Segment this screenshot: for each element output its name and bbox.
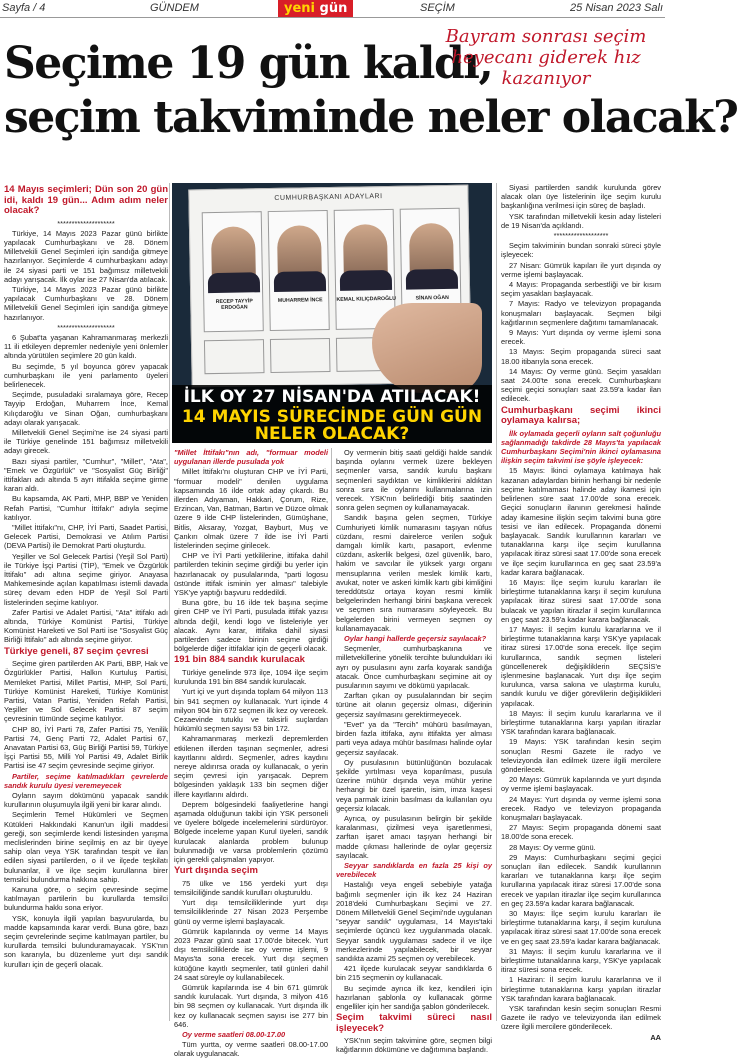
article-column-3: Oy vermenin bitiş saati geldiği halde sandık başında oylarını vermek üzere bekleyen seçmenler varsa, sandık kurulu başkanı seçmenleri saydıktan ve kimliklerini aldıktan sonra sıra ile oylarını kullanmalarına izin verecek. YSK'nın belirlediği bitiş saatinden sonra gelen seçmen oy kullanamayacak. Sandık başına gelen seçmen, Türkiye Cumhuriyeti kimlik numarasını taşıyan nüfus cüzdanı, resmi dairelerce verilen soğuk damgalı kimlik kartı, pasaport, evlenme cüzdanı, askerlik belgesi, özel güvenlik, baro, hakim ve savcılar ile yüksek yargı organı mensuplarına verilen meslek kimlik kartı, avukat, noter ve askeri kimlik kartı gibi kimliğini tereddütsüz ortaya koyan resmi kimlik belgelerinden herhangi birini başkana verecek ve seçmen sıra numarasını söyleyecek. Bu belgelerden birini vermeyen seçmen oy kullanamayacak. Oylar hangi hallerde geçersiz sayılacak? Seçmenler, cumhurbaşkanına ve milletvekillerine yönelik tercihte bulundukları iki ayrı oy pusulasını aynı zarfa koyarak sandığa atacak. Önce cumhurbaşkanı seçimine ait oy pusularının sayımı ve dökümü yapılacak. Zarftan çıkan oy pusulalarından bir seçim türüne ait olanın geçersiz olması, diğerinin geçersiz sayılmasını gerektirmeyecek. "Evet" ya da "Tercih" mühürü basılmayan, birden fazla ittifaka, aynı ittifakta yer alması parti veya adaya mühür basılması halinde oylar geçersiz sayılacak. Oy pusulasının bütünlüğünün bozulacak şekilde yırtılması veya koparılması, pusula üzerine mühür dışında veya mühür yerine herhangi bir özel işaretin, isim, imza kaşesi veya parmak izinin basılması da kullanılan oyu geçersiz kılacak. Ayrıca, oy pusulasının belirgin bir şekilde karalanması, çizilmesi veya işaretlenmesi, zarftan işaret amacı taşıyan herhangi bir madde çıkması hallerinde de oylar geçersiz sayılacak. Seyyar sandıklarda en fazla 25 kişi oy verebilecek Hastalığı veya engeli sebebiyle yatağa bağımlı seçmenler için ilk kez 24 Haziran 2018'deki Cumhurbaşkanı Seçimi ve 27. Dönem Milletvekili Genel Seçimi'nde uygulanan "seyyar sandık" uygulaması, 14 Mayıs'taki seçimlerde üçüncü kez uygulanmada olacak. Seyyar sandık uygulaması sadece il ve ilçe merkezlerinde yapılabilecek, bir seyyar sandıkta azami 25 seçmen oy verebilecek. 421 ilçede kurulacak seyyar sandıklarda 6 bin 215 seçmenin oy kullanacak. Bu seçimde ayrıca ilk kez, kendileri için hazırlanan şablonla oy kullanacak görme engelliler için her sandığa şablon gönderilecek. Seçim takvimi süreci nasıl işleyecek? YSK'nın seçim takvimine göre, seçmen bilgi kağıtlarının dökümüne ve dağıtımına başlandı. — [336, 448, 492, 1055]
subheading: Seçim takvimi süreci nasıl işleyecek? — [336, 1012, 492, 1034]
article-column-2: "Millet İttifakı"nın adı, "formuar modeli uygulanan illerde pusulada yok Millet İttifakı'nı oluşturan CHP ve İYİ Parti, "formuar modeli" denilen uygulama kapsamında 16 ilde ortak aday çıkardı. Bu illerden Adıyaman, Hakkari, Çorum, Rize, Erzincan, Van, Batman, Bartın ve Düzce olmak üzere 9 ilde CHP listelerinden, Gümüşhane, Bitlis, Aksaray, Yozgat, Bayburt, Muş ve Çankırı olmak üzere 7 ilde ise İYİ Parti listelerinden seçime girilecek. CHP ve İYİ Parti yetkililerine, ittifaka dahil partilerden tekinin seçime girdiği bu yerler için hazırlanacak oy pusulalarında, "parti logosu üstünde ittifak isminin yer alması" talebiyle YSK'ye yaptığı başvuru reddedildi. Buna göre, bu 16 ilde tek başına seçime giren CHP ve İYİ Parti, pusulada ittifak yazısı altında değil, kendi logo ve listeleriyle yer alacak. Aynı karar, ittifaka dahil siyasi partilerden sadece birinin seçime girdiği bölgelerde diğer ittifaklar için de geçerli olacak. 191 bin 884 sandık kurulacak Türkiye genelinde 973 ilçe, 1094 ilçe seçim kurulunda 191 bin 884 sandık kurulacak. Yurt içi ve yurt dışında toplam 64 milyon 113 bin 941 seçmen oy kullanacak. Yurt içinde 4 milyon 904 bin 672 seçmen ilk kez oy verecek. Cezaevinde tutuklu ve taksirli suçlardan hükümlü seçmen sayısı 53 bin 172. Kahramanmaraş merkezli depremlerden etkilenen illerden taşınan seçmenler, adresi kayıtlarını aldırdı. Seçmenler, adres kaydını nereye aldırırsa orada oy kullanacak, o yerin seçim çevresi için yarışacak. Deprem bölgesinden yaklaşık 133 bin seçmen diğer illere kayıtlarını aldırdı. Deprem bölgesindeki faaliyetlerine hangi aşamada olduğunun takibi için YSK personeli ve üyelere bölgede incelemelerini sürdürüyor. Bölgede inceleme yapan Kurul üyeleri, sandık kurulacak alanlarda problem bulunup bulunmadığı ve varsa problemlerin çözümü için gerekli çalışmaları yapıyor. Yurt dışında seçim 75 ülke ve 156 yerdeki yurt dışı temsilciliğinde sandık kurulları oluşturuldu. Yurt dışı temsilciliklerinde yurt dışı temsilciliklerinde 27 Nisan 2023 Perşembe günü oy verme işlemi başlayacak. Gümrük kapılarında oy verme 14 Mayıs 2023 Pazar günü saat 17.00'de bitecek. Yurt dışı temsilciliklerde ise oy verme işlemi, 9 Mayıs'ta sona erecek. Yurt dışı seçmen kütüğüne kayıtlı seçmenler, tatil günleri dahil 24 saat süreyle oy kullanabilecek. Gümrük kapılarında ise 4 bin 671 gümrük sandık kurulacak. Yurt dışında, 3 milyon 416 bin 98 seçmen oy kullanacak. Yurt dışında ilk kez oy kullanacak seçmen sayısı ise 277 bin 646. Oy verme saatleri 08.00-17.00 Tüm yurtta, oy verme saatleri 08.00-17.00 olarak uygulanacak. — [174, 448, 328, 1059]
page-number: Sayfa / 4 — [2, 2, 46, 14]
byline: AA — [650, 1032, 661, 1042]
candidate-box: MUHARREM İNCE — [268, 210, 330, 331]
section-right: SEÇİM — [420, 2, 455, 14]
candidate-box: RECEP TAYYİP ERDOĞAN — [202, 211, 264, 332]
headline-line-1: Seçime 19 gün kaldı, — [4, 38, 493, 89]
issue-date: 25 Nisan 2023 Salı — [570, 2, 663, 14]
subheading: Türkiye geneli, 87 seçim çevresi — [4, 645, 149, 657]
article-column-4: Siyasi partilerden sandık kurulunda görev alacak olan üye listelerinin ilçe seçim kurulu başkanlığına verilmesi için süreç de başladı. YSK tarafından milletvekili kesin aday listeleri de 19 Nisan'da açıklandı. ******************* Seçim takviminin bundan sonraki süreci şöyle işleyecek: 27 Nisan: Gümrük kapıları ile yurt dışında oy verme işlemi başlayacak. 4 Mayıs: Propaganda serbestliği ve bir kısım seçim yasakları başlayacak. 7 Mayıs: Radyo ve televizyon propaganda konuşmaları başlayacak. Seçmen bilgi kağıtlarının seçmenlere dağıtımı tamamlanacak. 9 Mayıs: Yurt dışında oy verme işlemi sona erecek. 13 Mayıs: Seçim propaganda süreci saat 18.00 itibarıyla sona erecek. 14 Mayıs: Oy verme günü. Seçim yasakları saat 24.00'te sona erecek. Cumhurbaşkanı seçimi geçici sonuçları saat 23.59'a kadar ilan edilecek. Cumhurbaşkanı seçimi ikinci oylamaya kalırsa; İlk oylamada geçerli oyların salt çoğunluğu sağlanmadığı takdirde 28 Mayıs'ta yapılacak Cumhurbaşkanı Seçimi'nin ikinci oylamasına ilişkin seçim takvimi ise şöyle işleyecek: 15 Mayıs: İkinci oylamaya katılmaya hak kazanan adaylardan birinin herhangi bir nedenle seçime katılmaması halinde aday ikamesi için belirlenen süre saat 17.00'de sona erecek. Geçici sonuçların ilanının gerekmesi halinde aday ikamesine ilişkin seçim takvimi buna göre tesisi ve ilan edilecek. Propaganda dönemi başlayacak. Sandık kurullarının kararları ve tutanaklarına karşı ilçe seçim kurullarına yapılacak itiraz süresi saat 17.00'de sona erecek ve ilçe seçim kurullarınca en geç saat 23.59'a kadar karara bağlanacak. 16 Mayıs: İlçe seçim kurulu kararları ile birleştirme tutanaklarına karşı il seçim kuruluna yapılacak itiraz süresi saat 17.00'de sona bulacak ve yapılan itirazlar il seçim kurullarınca en geç saat 23.59'a kadar karara bağlanacak. 17 Mayıs: İl seçim kurulu kararlarına ve il birleştirme tutanaklarına karşı YSK'ye yapılacak itiraz süresi 17.00'de sona erecek. İlçe seçim kurullarınca, sandık seçmen listeleri güncellenerek değişikliklerin SEÇSİS'e işlenmesine başlanacak. Yurt dışı ilçe seçim kurulunca, varsa sakına ve ulaştırma kurulu, sandık kurulu ve diğer görevlilerin değişiklikleri yapılacak. 18 Mayıs: İl seçim kurulu kararlarına ve il birleştirme tutanaklarına karşı yapılan itirazlar YSK tarafından karara bağlanacak. 19 Mayıs: YSK tarafından kesin seçim sonuçları Resmi Gazete ile radyo ve televizyonda ilan edilmek üzere ilgili mercilere gönderilecek. 20 Mayıs: Gümrük kapılarında ve yurt dışında oy verme işlemi başlayacak. 24 Mayıs: Yurt dışında oy verme işlemi sona erecek. Radyo ve televizyon propaganda konuşmaları başlayacak. 27 Mayıs: Seçim propaganda dönemi saat 18.00'de sona erecek. 28 Mayıs: Oy verme günü. 29 Mayıs: Cumhurbaşkanı seçimi geçici sonuçları ilan edilecek. Sandık kurullarının kararları ve tutanaklarına karşı ilçe seçim kurullarına yapılacak itiraz süresi 17.00'de sona erecek ve yapılan itirazlar ilçe seçim kurullarınca en geç 23.59'a kadar karara bağlanacak. 30 Mayıs: İlçe seçim kurulu kararları ile birleştirme tutanaklarına karşı, il seçim kuruluna yapılacak itiraz süresi saat 17.00'de sona erecek ve en geç saat 23.59'a kadar karara bağlanacak. 31 Mayıs: İl seçim kurulu kararlarına ve il birleştirme tutanaklarına karşı, YSK'ye yapılacak itiraz süresi sona erecek. 1 Haziran: İl seçim kurulu kararlarına ve il birleştirme tutanaklarına karşı yapılan itirazlar YSK tarafından karara bağlanacak. YSK tarafından kesin seçim sonuçları Resmi Gazete ile radyo ve televizyonda ilan edilmek üzere ilgili mercilere gönderilecek. AA — [501, 183, 661, 1042]
headline-line-2: seçim takviminde neler olacak? — [4, 92, 737, 143]
page-header — [0, 0, 665, 18]
section-left: GÜNDEM — [150, 2, 199, 14]
column-divider — [331, 448, 332, 1021]
subheading: 191 bin 884 sandık kurulacak — [174, 654, 305, 666]
photo-overlay-subtitle: 14 MAYIS SÜRECİNDE GÜN GÜN NELER OLACAK? — [181, 407, 483, 444]
article-column-1: 14 Mayıs seçimleri; Dün son 20 gün idi, kaldı 19 gün... Adım adım neler olacak? ******************** Türkiye, 14 Mayıs 2023 Pazar günü birlikte yapılacak Cumhurbaşkanı ve 28. Dönem Milletvekili Genel Seçimleri için sandığa gitmeye hazırlanıyor. Seçimlerde 4 cumhurbaşkanı adayı ile 24 siyasi parti ve 151 bağımsız milletvekili adayı yarışacak. İlk oylar ise 27 Nisan'da atılacak. Türkiye, 14 Mayıs 2023 Pazar günü birlikte yapılacak Cumhurbaşkanı ve 28. Dönem Milletvekili Genel Seçimleri için sandığa gitmeye hazırlanıyor. ******************** 6 Şubat'ta yaşanan Kahramanmaraş merkezli 11 ili etkileyen depremler nedeniyle yeni önlemler altında yürütülen seçimlere 20 gün kaldı. Bu seçimde, 5 yıl boyunca görev yapacak cumhurbaşkanı ile yeni parlamento üyeleri belirlenecek. Seçimde, pusuladaki sıralamaya göre, Recep Tayyip Erdoğan, Muharrem İnce, Kemal Kılıçdaroğlu ve Sinan Oğan, cumhurbaşkanı adayı olarak yarışacak. Milletvekili Genel Seçimi'ne ise 24 siyasi parti ile Türkiye genelinde 151 bağımsız milletvekili adayı girecek. Bazı siyasi partiler, "Cumhur", "Millet", "Ata", "Emek ve Özgürlük" ve "Sosyalist Güç Birliği" ittifakları adı altında 5 ayrı ittifakla seçime girme kararı aldı. Bu kapsamda, AK Parti, MHP, BBP ve Yeniden Refah Partisi, "Cumhur İttifakı" adıyla seçime katılıyor. "Millet İttifakı"nı, CHP, İYİ Parti, Saadet Partisi, Gelecek Partisi, Demokrasi ve Atılım Partisi (DEVA Partisi) ile Demokrat Parti oluşturdu. Yeşiller ve Sol Gelecek Partisi (Yeşil Sol Parti) ile Türkiye İşçi Partisi (TİP), "Emek ve Özgürlük İttifakı" adı altına seçime giriyor. Anayasa Mahkemesinde açılan kapatılması istemli davada süreç devam eden HDP de Yeşil Sol Parti listelerinden seçime katılıyor. Zafer Partisi ve Adalet Partisi, "Ata" ittifakı adı altında, Türkiye Komünist Partisi, Türkiye Komünist Hareketi ve Sol Parti ise "Sosyalist Güç Birliği İttifakı" adı altında seçime giriyor. Türkiye geneli, 87 seçim çevresi Seçime giren partilerden AK Parti, BBP, Hak ve Özgürlükler Partisi, Halkın Kurtuluş Partisi, Memleket Partisi, Millet Partisi, MHP, Sol Parti, Türkiye Komünist Hareketi, Türkiye Komünist Partisi, Vatan Partisi, Yeniden Refah Partisi, Yeşiller ve Sol Gelecek Partisi 87 seçim çevresinin tümünde seçime katılıyor. CHP 80, İYİ Parti 78, Zafer Partisi 75, Yenilik Partisi 74, Genç Parti 72, Adalet Partisi 67, Anavatan Partisi 63, Güç Birliği Partisi 59, Türkiye İşçi Partisi 55, Milli Yol Partisi 49, Adalet Birlik Partisi ise 47 seçim çevresinde seçime giriyor. Partiler, seçime katılmadıkları çevrelerde sandık kurulu üyesi veremeyecek Oyların sayım dökümünü yapacak sandık kurullarının oluşumuyla ilgili yeni bir karar alındı. Seçimlerin Temel Hükümleri ve Seçmen Kütükleri Hakkındaki Kanun'un ilgili maddesi gereği, son seçimlerde kendi listesinden yarışma meclislerinden birine seçilmiş en az bir üyeye sahip olan veya YSK tarafından tespit ve ilan edilen siyasi partilerden, o il ve ilçede teşkilatı bulunanlar, il ve ilçe seçim kurullarına birer temsilci bulundurma hakkına sahip. Kanuna göre, o seçim çevresinde seçime katılmayan partilerin bu kurullarda temsilci bulundurma hakkı sona eriyor. YSK, konuyla ilgili yapılan başvurularda, bu madde kapsamında karar verdi. Buna göre, bazı seçim çevrelerinde seçime katılmayan partiler, bu kurullarda temsilci bulunduramayacak. YSK'nın son kararıyla, bu düzenleme yurt dışı sandık kurulları için de geçerli olacak. — [4, 184, 168, 969]
candidate-box: SİNAN OĞAN — [400, 208, 462, 329]
headline-kicker: Bayram sonrası seçim heyecanı giderek hız kazanıyor — [445, 26, 647, 89]
subheading: Cumhurbaşkanı seçimi ikinci oylamaya kalırsa; — [501, 404, 661, 427]
ballot-photo — [172, 183, 492, 443]
ballot-title: CUMHURBAŞKANI ADAYLARI — [274, 193, 383, 202]
candidate-box: KEMAL KILIÇDAROĞLU — [334, 209, 396, 330]
hand-image — [372, 303, 482, 393]
subheading: Yurt dışında seçim — [174, 865, 258, 877]
column-divider — [169, 183, 170, 1021]
newspaper-logo: yeni gün — [278, 0, 353, 17]
photo-overlay-title: İLK OY 27 NİSAN'DA ATILACAK! — [183, 387, 481, 407]
lead-heading: 14 Mayıs seçimleri; Dün son 20 gün idi, kaldı 19 gün... Adım adım neler olacak? — [4, 184, 168, 216]
column-divider — [496, 183, 497, 1021]
